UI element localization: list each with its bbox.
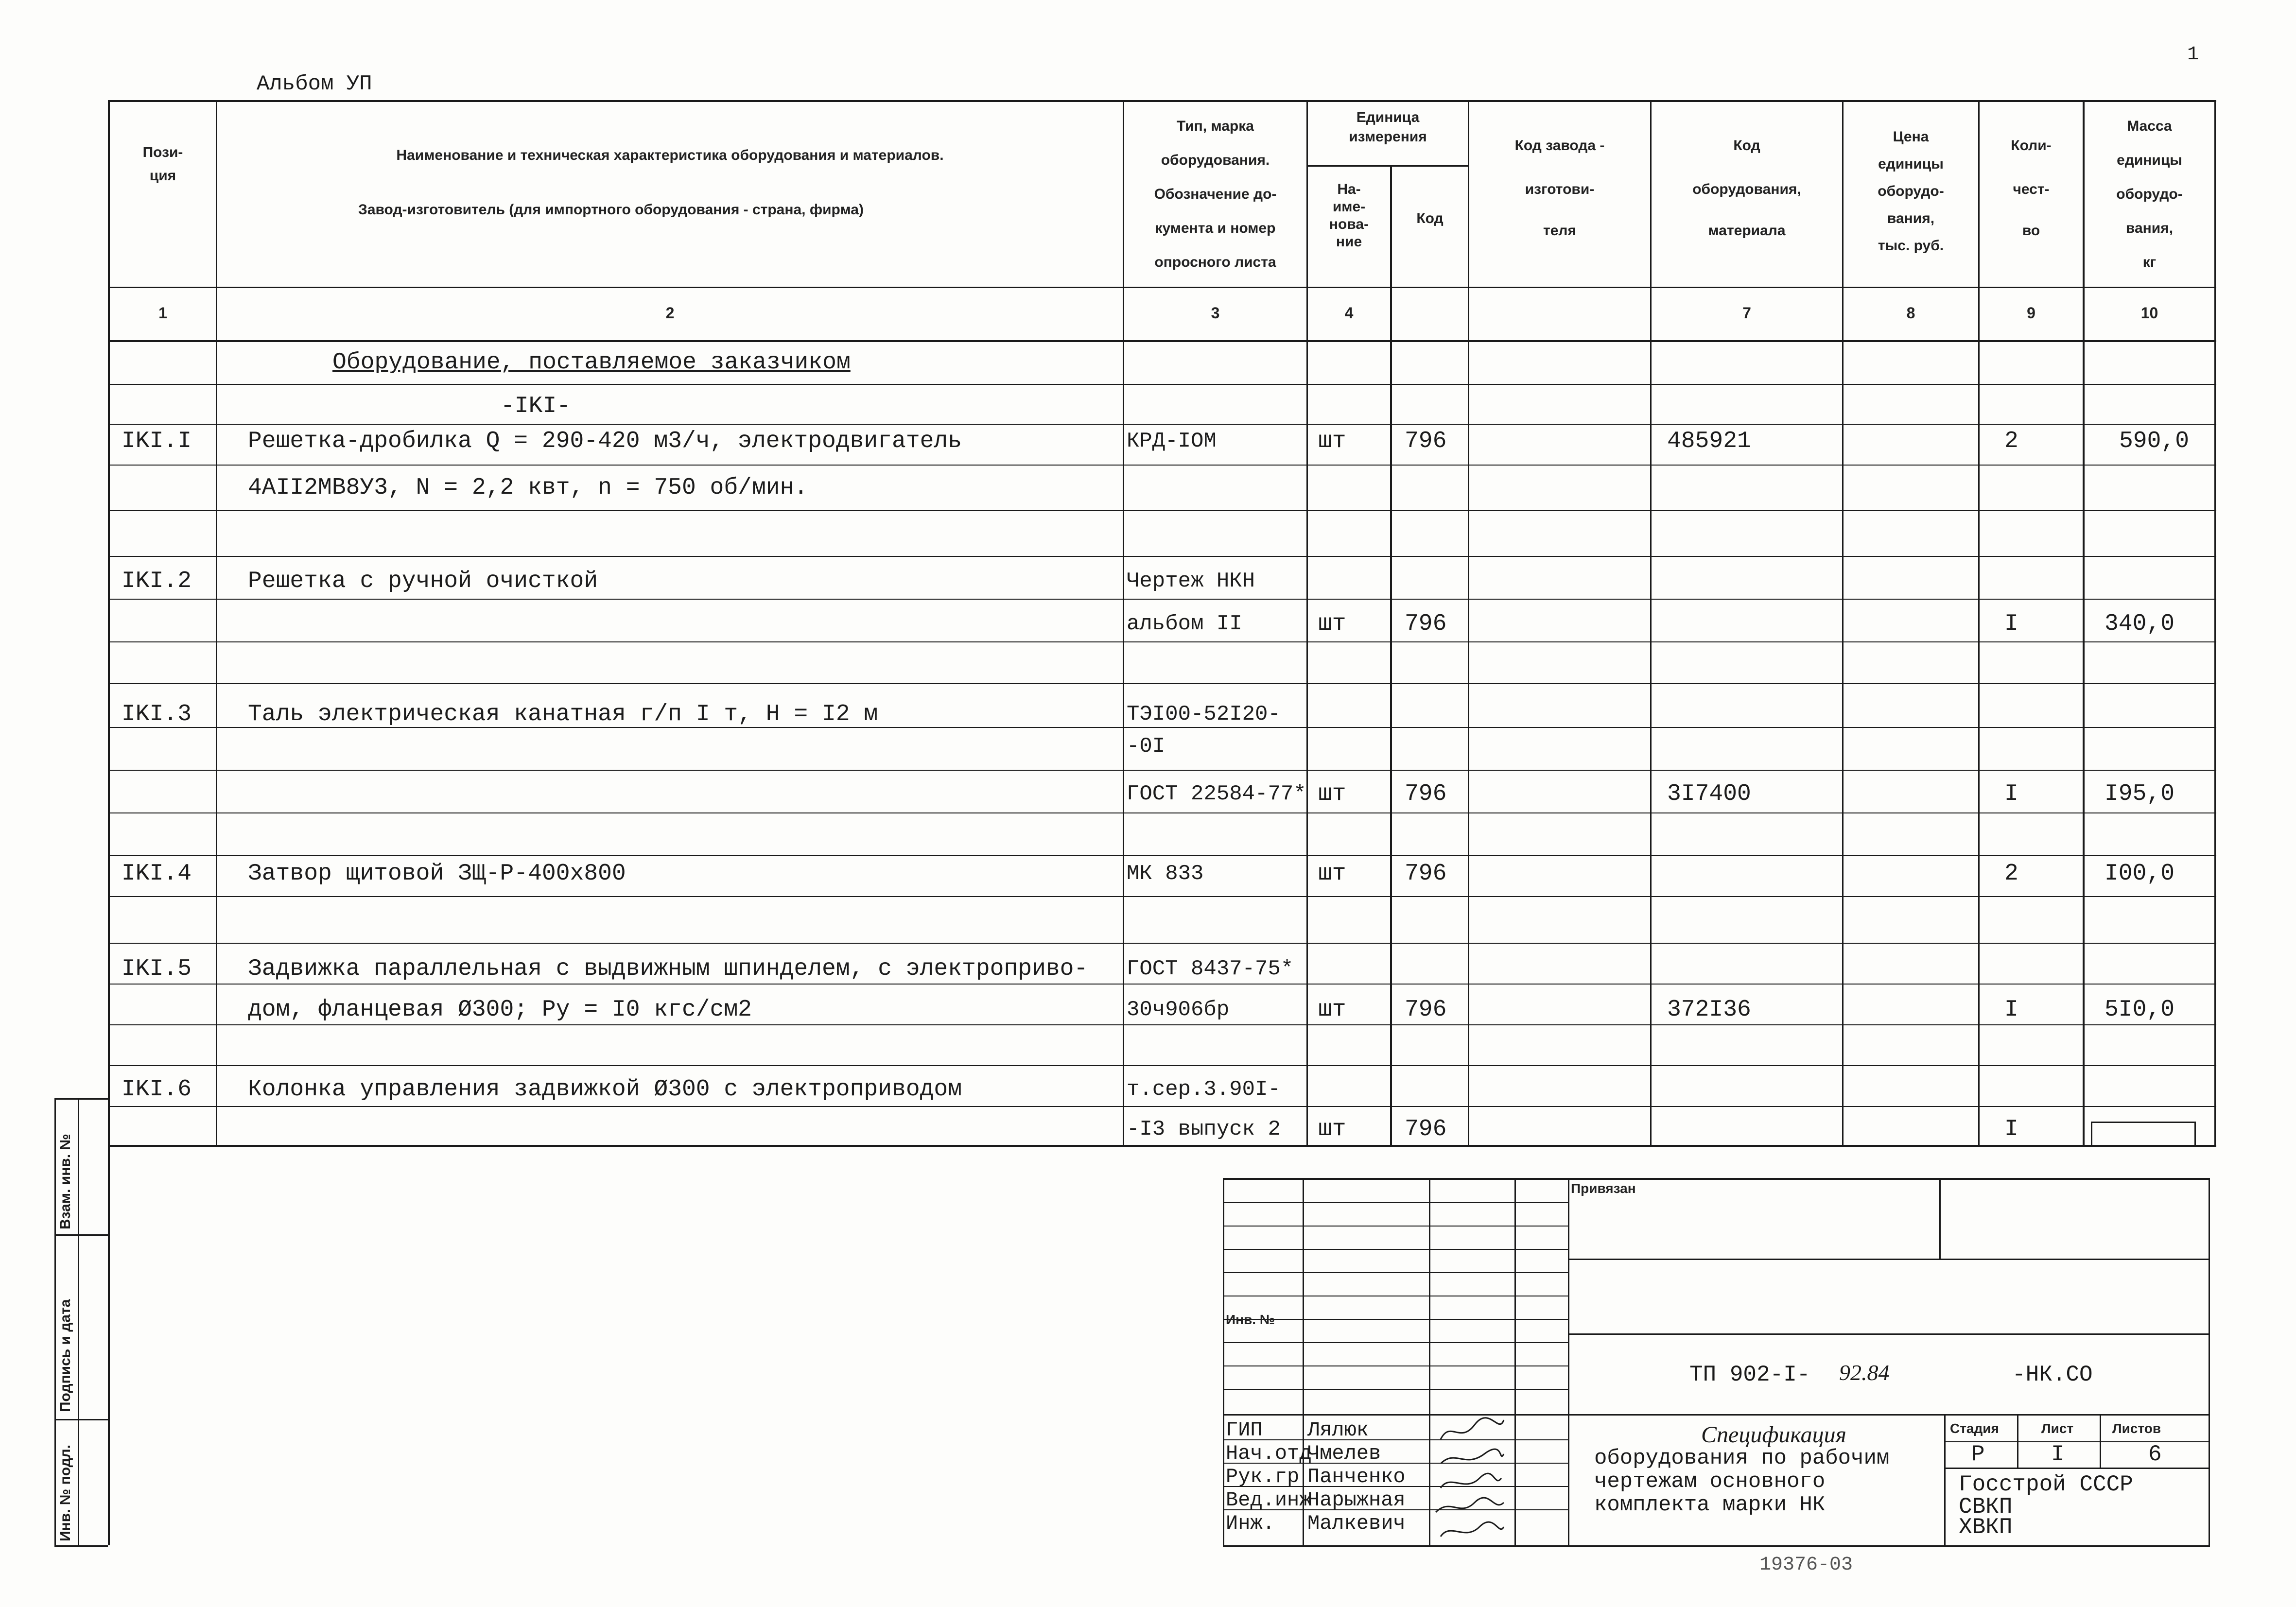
header-unit: Единица измерения <box>1349 109 1427 145</box>
row-code: 796 <box>1405 1116 1447 1142</box>
row-type: -0I <box>1127 734 1165 759</box>
row-code: 796 <box>1405 781 1447 807</box>
row-qty: I <box>2004 997 2018 1023</box>
sheet-value: I <box>2051 1442 2065 1467</box>
row-qty: I <box>2004 781 2018 807</box>
row-type: т.сер.3.90I- <box>1127 1077 1281 1102</box>
row-code: 796 <box>1405 611 1447 637</box>
row-type: ГОСТ 22584-77* <box>1127 782 1306 806</box>
section-title: Оборудование, поставляемое заказчиком <box>332 349 851 376</box>
row-name: дом, фланцевая Ø300; Ру = I0 кгс/см2 <box>248 997 752 1023</box>
header-unit-code: Код <box>1416 210 1444 226</box>
row-name: Колонка управления задвижкой Ø300 с электроприводом <box>248 1076 962 1103</box>
album-label: Альбом УП <box>257 72 372 96</box>
row-equip: 372I36 <box>1667 997 1751 1023</box>
header-unit-name: На- име- нова- ние <box>1329 181 1369 250</box>
row-pos: IKI.4 <box>122 861 192 887</box>
row-qty: 2 <box>2004 428 2018 454</box>
row-type: 30ч906бр <box>1127 998 1230 1022</box>
row-type: ГОСТ 8437-75* <box>1127 957 1294 981</box>
row-type: альбом II <box>1127 612 1242 636</box>
doc-code-b: 92.84 <box>1839 1360 1890 1385</box>
row-name: Задвижка параллельная с выдвижным шпинделем, с электроприво- <box>248 956 1088 982</box>
row-name: Решетка-дробилка Q = 290-420 м3/ч, электродвигатель <box>248 428 962 454</box>
row-pos: IKI.6 <box>122 1076 192 1103</box>
row-unit: шт <box>1318 781 1346 807</box>
row-name: Решетка с ручной очисткой <box>248 568 598 594</box>
row-type: КРД-IОМ <box>1127 429 1217 453</box>
signature-marks <box>1431 1415 1513 1546</box>
doc-code-a: ТП 902-I- <box>1689 1362 1810 1387</box>
row-name: Таль электрическая канатная г/п I т, Н = I2 м <box>248 701 878 727</box>
sheets-value: 6 <box>2148 1442 2162 1467</box>
row-equip: 3I7400 <box>1667 781 1751 807</box>
row-name: Затвор щитовой ЗЩ-Р-400х800 <box>248 861 626 887</box>
row-qty: I <box>2004 611 2018 637</box>
row-qty: 2 <box>2004 861 2018 887</box>
row-unit: шт <box>1318 611 1346 637</box>
bottom-number: 19376-03 <box>1759 1554 1853 1576</box>
row-mass: I00,0 <box>2105 861 2175 887</box>
row-type: ТЭI00-52I20- <box>1127 702 1281 726</box>
row-pos: IKI.5 <box>122 956 192 982</box>
row-code: 796 <box>1405 997 1447 1023</box>
row-name: 4АII2МВ8У3, N = 2,2 квт, n = 750 об/мин. <box>248 475 808 501</box>
row-mass: I95,0 <box>2105 781 2175 807</box>
row-type: -I3 выпуск 2 <box>1127 1117 1281 1141</box>
header-name-line1: Наименование и техническая характеристика оборудования и материалов. <box>396 147 944 163</box>
row-unit: шт <box>1318 1116 1346 1142</box>
row-code: 796 <box>1405 861 1447 887</box>
header-name-line2: Завод-изготовитель (для импортного оборудования - страна, фирма) <box>358 202 864 218</box>
row-unit: шт <box>1318 861 1346 887</box>
row-pos: IKI.3 <box>122 701 192 727</box>
row-pos: IKI.2 <box>122 568 192 594</box>
row-mass: 5I0,0 <box>2105 997 2175 1023</box>
row-pos: IKI.I <box>122 428 192 454</box>
row-type: МК 833 <box>1127 862 1204 886</box>
doc-code-c: -НК.СО <box>2012 1362 2093 1387</box>
row-unit: шт <box>1318 997 1346 1023</box>
stage-value: Р <box>1971 1442 1985 1467</box>
row-code: 796 <box>1405 428 1447 454</box>
row-mass: 340,0 <box>2105 611 2175 637</box>
row-equip: 485921 <box>1667 428 1751 454</box>
spec-sheet: Альбом УП 1 Пози- ция Наименование и техническая характеристика оборудования и материалов. Завод-изготовитель (для импортного оборудования - страна, фирма) Тип, марка оборудования. Обозначение до- кумента и номер опросного листа Единица измерения На- име- нова- ние Код Код завода - изготови- теля Код оборудования, материала Цена единицы оборудо- вания, тыс. руб. Коли- чест- во Масса единицы оборудо- вания, кг 1 2 3 4 7 8 9 10 Оборудование, поставляемое заказчиком -IKI- IKI.I Решетка-дробилка Q = 290-420 м3/ч, электродвигатель КРД-IОМ шт 796 485921 2 590,0 4АII2МВ8У3, N = 2,2 квт, n = 750 об/мин. IKI.2 Решетка с ручной очисткой Чертеж НКН альбом II шт 796 I 340,0 IKI.3 Таль электрическая канатная г/п I т, Н = I2 м ТЭI00-52I20- -0I ГОСТ 22584-77* шт 796 3I7400 I I95,0 IKI.4 Затвор щитовой ЗЩ-Р-400х800 МК 833 шт 796 2 I00,0 IKI.5 Задвижка параллельная с выдвижным шпинделем, с электроприво- ГОСТ 8437-75* дом, фланцевая Ø300; Ру = I0 кгс/см2 30ч906бр шт 796 372I36 I 5I0,0 IKI.6 Колонка управления задвижкой Ø300 с электроприводом т.сер.3.90I- -I3 выпуск 2 шт 796 I Инв. № подл. Подпись и дата Взам. инв. № Привязан Инв. № ТП 902-I- 92.84 -НК.СО Спецификация оборудования по рабочим чертежам основного комплекта марки НК Стадия Лист Листов Р I 6 Госстрой СССР СВКП ХВКП ГИП Нач.отд Рук.гр Вед.инж Инж. Лялюк Чмелев Панченко Нарыжная Малкевич 19376-03 <box>0 0 2296 1607</box>
row-type: Чертеж НКН <box>1127 569 1255 593</box>
empty-mass-box <box>2091 1122 2196 1147</box>
row-mass: 590,0 <box>2119 428 2190 454</box>
row-qty: I <box>2004 1116 2018 1142</box>
header-position: Пози- ция <box>142 144 183 184</box>
page-corner-mark: 1 <box>2187 44 2199 66</box>
row-unit: шт <box>1318 428 1346 454</box>
subsection-title: -IKI- <box>501 393 571 419</box>
